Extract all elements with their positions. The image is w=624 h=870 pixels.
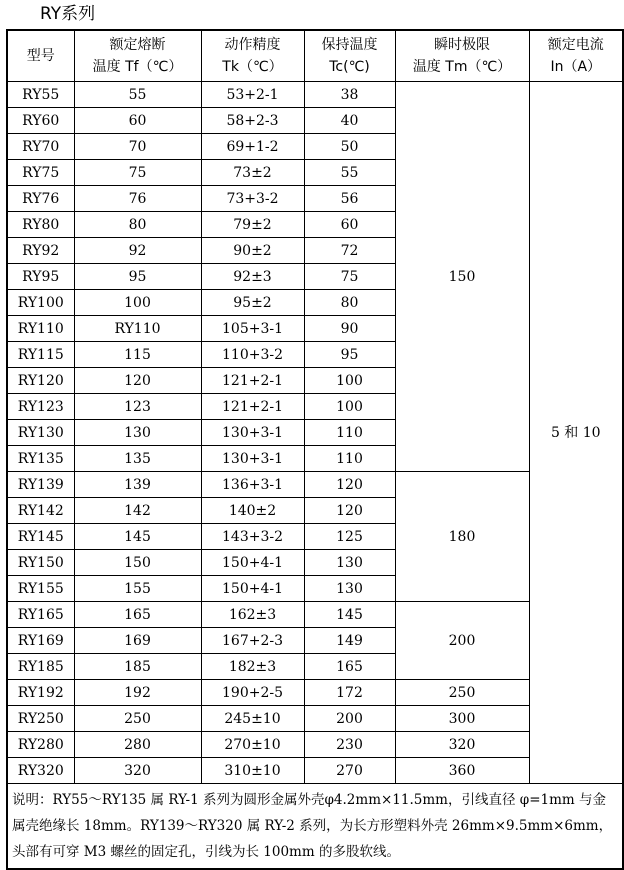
cell-fuse-temp: 142 (74, 498, 201, 524)
page-title: RY系列 (40, 4, 96, 24)
cell-hold-temp: 100 (304, 394, 395, 420)
cell-hold-temp: 90 (304, 316, 395, 342)
cell-model: RY142 (7, 498, 74, 524)
cell-hold-temp: 270 (304, 758, 395, 784)
cell-hold-temp: 230 (304, 732, 395, 758)
cell-hold-temp: 38 (304, 82, 395, 108)
cell-precision: 92±3 (201, 264, 304, 290)
cell-model: RY120 (7, 368, 74, 394)
cell-limit-temp: 200 (395, 602, 529, 680)
cell-hold-temp: 40 (304, 108, 395, 134)
cell-hold-temp: 130 (304, 550, 395, 576)
note-row (7, 784, 623, 870)
cell-fuse-temp: 320 (74, 758, 201, 784)
cell-fuse-temp: 139 (74, 472, 201, 498)
header-limit-temp: 瞬时极限 温度 Tm（℃） (395, 30, 529, 82)
cell-precision: 182±3 (201, 654, 304, 680)
cell-fuse-temp: 155 (74, 576, 201, 602)
header-model: 型号 (7, 30, 74, 82)
cell-model: RY185 (7, 654, 74, 680)
cell-limit-temp: 320 (395, 732, 529, 758)
spec-table (6, 29, 624, 870)
cell-model: RY250 (7, 706, 74, 732)
cell-model: RY280 (7, 732, 74, 758)
cell-model: RY55 (7, 82, 74, 108)
cell-precision: 121+2-1 (201, 368, 304, 394)
cell-fuse-temp: 192 (74, 680, 201, 706)
cell-precision: 310±10 (201, 758, 304, 784)
cell-precision: 270±10 (201, 732, 304, 758)
cell-precision: 140±2 (201, 498, 304, 524)
cell-hold-temp: 56 (304, 186, 395, 212)
cell-model: RY110 (7, 316, 74, 342)
cell-limit-temp: 300 (395, 706, 529, 732)
cell-fuse-temp: 92 (74, 238, 201, 264)
cell-hold-temp: 100 (304, 368, 395, 394)
cell-precision: 130+3-1 (201, 446, 304, 472)
cell-precision: 79±2 (201, 212, 304, 238)
cell-model: RY75 (7, 160, 74, 186)
cell-fuse-temp: 75 (74, 160, 201, 186)
cell-precision: 110+3-2 (201, 342, 304, 368)
cell-precision: 130+3-1 (201, 420, 304, 446)
cell-precision: 162±3 (201, 602, 304, 628)
cell-precision: 190+2-5 (201, 680, 304, 706)
cell-hold-temp: 95 (304, 342, 395, 368)
cell-limit-temp: 150 (395, 82, 529, 472)
header-hold-temp: 保持温度 Tc(℃) (304, 30, 395, 82)
cell-model: RY135 (7, 446, 74, 472)
cell-hold-temp: 145 (304, 602, 395, 628)
cell-fuse-temp: RY110 (74, 316, 201, 342)
cell-model: RY115 (7, 342, 74, 368)
cell-precision: 105+3-1 (201, 316, 304, 342)
cell-fuse-temp: 185 (74, 654, 201, 680)
cell-limit-temp: 250 (395, 680, 529, 706)
cell-fuse-temp: 80 (74, 212, 201, 238)
cell-model: RY320 (7, 758, 74, 784)
cell-hold-temp: 130 (304, 576, 395, 602)
cell-model: RY145 (7, 524, 74, 550)
cell-model: RY139 (7, 472, 74, 498)
cell-fuse-temp: 169 (74, 628, 201, 654)
cell-precision: 90±2 (201, 238, 304, 264)
cell-model: RY100 (7, 290, 74, 316)
cell-model: RY155 (7, 576, 74, 602)
cell-model: RY150 (7, 550, 74, 576)
cell-hold-temp: 55 (304, 160, 395, 186)
cell-model: RY80 (7, 212, 74, 238)
cell-fuse-temp: 150 (74, 550, 201, 576)
cell-hold-temp: 149 (304, 628, 395, 654)
cell-model: RY70 (7, 134, 74, 160)
cell-fuse-temp: 250 (74, 706, 201, 732)
header-row (7, 30, 623, 82)
cell-fuse-temp: 130 (74, 420, 201, 446)
cell-precision: 53+2-1 (201, 82, 304, 108)
cell-model: RY123 (7, 394, 74, 420)
cell-hold-temp: 125 (304, 524, 395, 550)
cell-hold-temp: 120 (304, 472, 395, 498)
cell-hold-temp: 50 (304, 134, 395, 160)
cell-fuse-temp: 60 (74, 108, 201, 134)
header-precision: 动作精度 Tk（℃） (201, 30, 304, 82)
cell-hold-temp: 72 (304, 238, 395, 264)
table-body (7, 82, 623, 784)
cell-precision: 143+3-2 (201, 524, 304, 550)
cell-hold-temp: 110 (304, 446, 395, 472)
cell-fuse-temp: 55 (74, 82, 201, 108)
cell-hold-temp: 165 (304, 654, 395, 680)
cell-model: RY76 (7, 186, 74, 212)
cell-precision: 136+3-1 (201, 472, 304, 498)
note-text: 说明：RY55～RY135 属 RY-1 系列为圆形金属外壳φ4.2mm×11.5mm，引线直径 φ=1mm 与金属壳绝缘长 18mm。RY139～RY320 属 RY-2 系列，为长方形塑料外壳 26mm×9.5mm×6mm，头部有可穿 M3 螺丝的固定孔，引线为长 100mm 的多股软线。 (7, 784, 623, 870)
cell-fuse-temp: 165 (74, 602, 201, 628)
cell-fuse-temp: 70 (74, 134, 201, 160)
cell-fuse-temp: 280 (74, 732, 201, 758)
cell-hold-temp: 120 (304, 498, 395, 524)
cell-fuse-temp: 123 (74, 394, 201, 420)
table-row (7, 82, 623, 108)
cell-model: RY95 (7, 264, 74, 290)
cell-model: RY192 (7, 680, 74, 706)
cell-limit-temp: 360 (395, 758, 529, 784)
cell-fuse-temp: 145 (74, 524, 201, 550)
header-fuse-temp: 额定熔断 温度 Tf（℃） (74, 30, 201, 82)
cell-hold-temp: 110 (304, 420, 395, 446)
cell-hold-temp: 80 (304, 290, 395, 316)
cell-precision: 167+2-3 (201, 628, 304, 654)
cell-precision: 121+2-1 (201, 394, 304, 420)
cell-precision: 150+4-1 (201, 550, 304, 576)
cell-fuse-temp: 135 (74, 446, 201, 472)
cell-precision: 69+1-2 (201, 134, 304, 160)
cell-model: RY169 (7, 628, 74, 654)
cell-fuse-temp: 120 (74, 368, 201, 394)
cell-fuse-temp: 115 (74, 342, 201, 368)
cell-model: RY130 (7, 420, 74, 446)
cell-hold-temp: 200 (304, 706, 395, 732)
cell-rated-current: 5 和 10 (529, 82, 623, 784)
cell-precision: 245±10 (201, 706, 304, 732)
cell-model: RY60 (7, 108, 74, 134)
cell-precision: 58+2-3 (201, 108, 304, 134)
cell-hold-temp: 75 (304, 264, 395, 290)
cell-precision: 73±2 (201, 160, 304, 186)
cell-model: RY165 (7, 602, 74, 628)
cell-hold-temp: 60 (304, 212, 395, 238)
cell-limit-temp: 180 (395, 472, 529, 602)
cell-fuse-temp: 100 (74, 290, 201, 316)
cell-model: RY92 (7, 238, 74, 264)
cell-precision: 73+3-2 (201, 186, 304, 212)
header-current: 额定电流 In（A） (529, 30, 623, 82)
cell-precision: 150+4-1 (201, 576, 304, 602)
cell-precision: 95±2 (201, 290, 304, 316)
cell-fuse-temp: 76 (74, 186, 201, 212)
cell-fuse-temp: 95 (74, 264, 201, 290)
cell-hold-temp: 172 (304, 680, 395, 706)
